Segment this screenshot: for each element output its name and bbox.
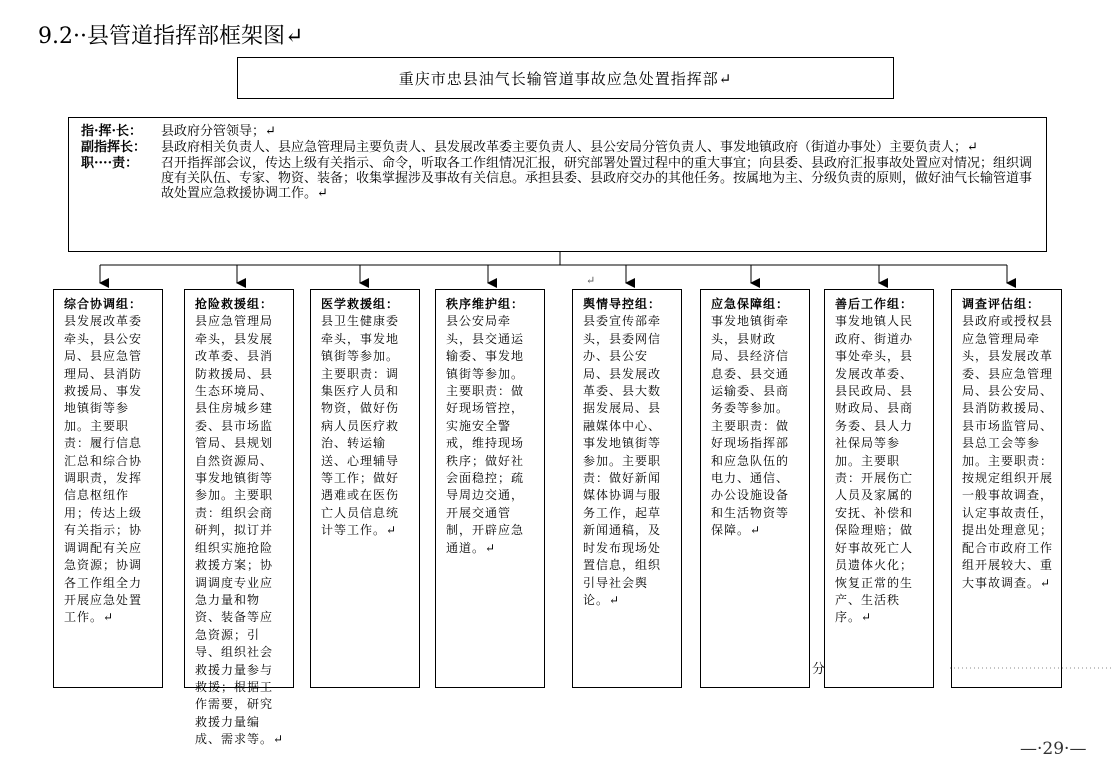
group-investigation [951, 289, 1062, 688]
group-description: 县公安局牵头，县交通运输委、事发地镇街等参加。主要职责：做好现场管控，实施安全警戒，维持现场秩序；做好社会面稳控；疏导周边交通，开展交通管制，开辟应急通道。↵ [446, 314, 525, 555]
stray-character: 分 [812, 662, 826, 677]
deputy-commander-label: 副指挥长： [81, 140, 147, 155]
group-title: 调查评估组： [962, 297, 1041, 311]
page-heading: 9.2··县管道指挥部框架图↵ [38, 24, 304, 49]
group-description: 事发地镇人民政府、街道办事处牵头，县发展改革委、县民政局、县财政局、县商务委、县人力社保局等参加。主要职责：开展伤亡人员及家属的安抚、补偿和保险理赔；做好事故死亡人员遗体火化；恢复正常的生产、生活秩序。↵ [835, 314, 914, 625]
group-emergency-support [700, 289, 810, 688]
group-description: 事发地镇街牵头，县财政局、县经济信息委、县交通运输委、县商务委等参加。主要职责：做好现场指挥部和应急队伍的电力、通信、办公设施设备和生活物资等保障。↵ [711, 314, 790, 538]
group-title: 综合协调组： [64, 297, 143, 311]
group-emergency-rescue [184, 289, 294, 747]
group-order-maintenance [435, 289, 545, 688]
deputy-commander-text: 县政府相关负责人、县应急管理局主要负责人、县发展改革委主要负责人、县公安局分管负责人、事发地镇政府（街道办事处）主要负责人；↵ [161, 140, 978, 155]
group-aftermath [824, 289, 934, 688]
group-comprehensive-coordination [53, 289, 163, 688]
group-description: 县发展改革委牵头，县公安局、县应急管理局、县消防救援局、事发地镇街等参加。主要职责：履行信息汇总和综合协调职责，发挥信息枢纽作用；传达上级有关指示；协调调配有关应急资源；协调各工作组全力开展应急处置工作。↵ [64, 314, 143, 625]
group-title: 善后工作组： [835, 297, 914, 311]
duties-label: 职····责： [81, 156, 139, 171]
group-description: 县委宣传部牵头，县委网信办、县公安局、县发展改革委、县大数据发展局、县融媒体中心、事发地镇街等参加。主要职责：做好新闻媒体协调与服务工作，起草新闻通稿，及时发布现场处置信息，组织引导社会舆论。↵ [583, 314, 662, 607]
commander-text: 县政府分管领导；↵ [161, 124, 276, 139]
group-title: 医学救援组： [321, 297, 400, 311]
page-number: —·29·— [1020, 739, 1087, 759]
command-headquarters-title: 重庆市忠县油气长输管道事故应急处置指挥部↵ [398, 69, 733, 88]
duties-text: 召开指挥部会议，传达上级有关指示、命令，听取各工作组情况汇报，研究部署处置过程中的重大事宜；向县委、县政府汇报事故处置应对情况；组织调度有关队伍、专家、物资、装备；收集掌握涉及事故有关信息。承担县委、县政府交办的其他任务。按属地为主、分级负责的原则，做好油气长输管道事故处置应急救援协调工作。↵ [161, 156, 1033, 201]
group-description: 县应急管理局牵头，县发展改革委、县消防救援局、县生态环境局、县住房城乡建委、县市场监管局、县规划自然资源局、事发地镇街等参加。主要职责：组织会商研判，拟订并组织实施抢险救援方案；协调调度专业应急力量和物资、装备等应急资源；引导、组织社会救援力量参与救援；根据工作需要，研究救援力量编成、需求等。↵ [195, 314, 285, 747]
group-description: 县卫生健康委牵头，事发地镇街等参加。主要职责：调集医疗人员和物资，做好伤病人员医疗救治、转运输送、心理辅导等工作；做好遇难或在医伤亡人员信息统计等工作。↵ [321, 314, 400, 538]
group-title: 应急保障组： [711, 297, 790, 311]
group-title: 抢险救援组： [195, 297, 274, 311]
group-title: 秩序维护组： [446, 297, 525, 311]
group-public-opinion [572, 289, 682, 688]
paragraph-mark: ↵ [586, 274, 596, 287]
commander-label: 指·挥·长： [81, 124, 143, 139]
group-medical-rescue [310, 289, 420, 688]
group-title: 舆情导控组： [583, 297, 662, 311]
group-description: 县政府或授权县应急管理局牵头，县发展改革委、县应急管理局、县公安局、县消防救援局、县市场监管局、县总工会等参加。主要职责：按规定组织开展一般事故调查，认定事故责任，提出处理意见；配合市政府工作组开展较大、重大事故调查。↵ [962, 314, 1054, 590]
